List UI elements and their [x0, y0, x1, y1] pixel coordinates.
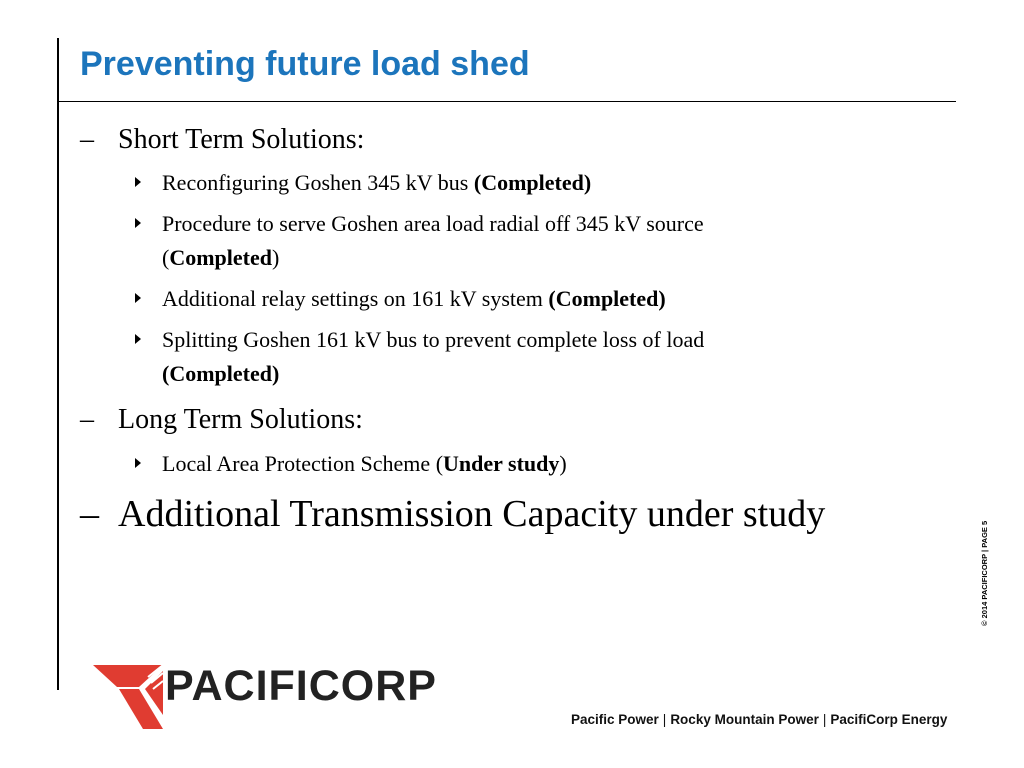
arrow-right-icon: [135, 218, 141, 228]
title-underline: [57, 101, 956, 102]
tagline-pacific-power: Pacific Power: [571, 712, 659, 727]
subitem-text: Splitting Goshen 161 kV bus to prevent complete loss of load: [162, 327, 705, 352]
status-label: Under study: [443, 451, 560, 476]
status-label: Completed: [169, 361, 272, 386]
tagline-rocky-mountain-power: Rocky Mountain Power: [670, 712, 819, 727]
vertical-rule: [57, 38, 59, 690]
bullet-text: Long Term Solutions:: [118, 404, 363, 435]
tagline-separator: |: [822, 712, 827, 727]
arrow-right-icon: [135, 458, 141, 468]
footer-tagline: [571, 712, 947, 727]
bullet-text: Short Term Solutions:: [118, 124, 365, 155]
tagline-pacificorp-energy: PacifiCorp Energy: [830, 712, 948, 727]
arrow-right-icon: [135, 334, 141, 344]
status-label: Completed: [555, 286, 659, 311]
copyright-notice: © 2014 PACIFICORP | PAGE 5: [980, 520, 989, 626]
dash-marker: –: [80, 404, 94, 435]
logo-wordmark: PACIFICORP: [165, 662, 437, 710]
subitem-text: Local Area Protection Scheme: [162, 451, 436, 476]
slide: Preventing future load shed – Short Term Solutions: Reconfiguring Goshen 345 kV bus (Completed) Procedure to serve Goshen area load radial off 345 kV source (Completed) Additional relay settings on 161 kV system (Completed) Splitting Goshen 161 kV bus to prevent complete loss of load (Completed) – Long Term Solutions: Local Area Protection Scheme (Under study) – Additional Transmission Capacity under study © 2014 PACIFICORP | PAGE 5 PACIFICORP Pacific Power | Rocky Mountain Power | PacifiCorp Energy: [0, 0, 1024, 768]
slide-title: Preventing future load shed: [80, 45, 530, 83]
dash-marker: –: [80, 493, 99, 535]
arrow-right-icon: [135, 177, 141, 187]
arrow-right-icon: [135, 293, 141, 303]
bullet-text: Additional Transmission Capacity under study: [118, 493, 826, 535]
logo-mark-icon: [93, 665, 163, 729]
subitem-text: Additional relay settings on 161 kV system: [162, 286, 549, 311]
subitem-text: Reconfiguring Goshen 345 kV bus: [162, 170, 474, 195]
tagline-separator: |: [662, 712, 667, 727]
status-label: Completed: [169, 245, 272, 270]
dash-marker: –: [80, 124, 94, 155]
subitem-text: Procedure to serve Goshen area load radial off 345 kV source: [162, 211, 704, 236]
status-label: Completed: [481, 170, 584, 195]
